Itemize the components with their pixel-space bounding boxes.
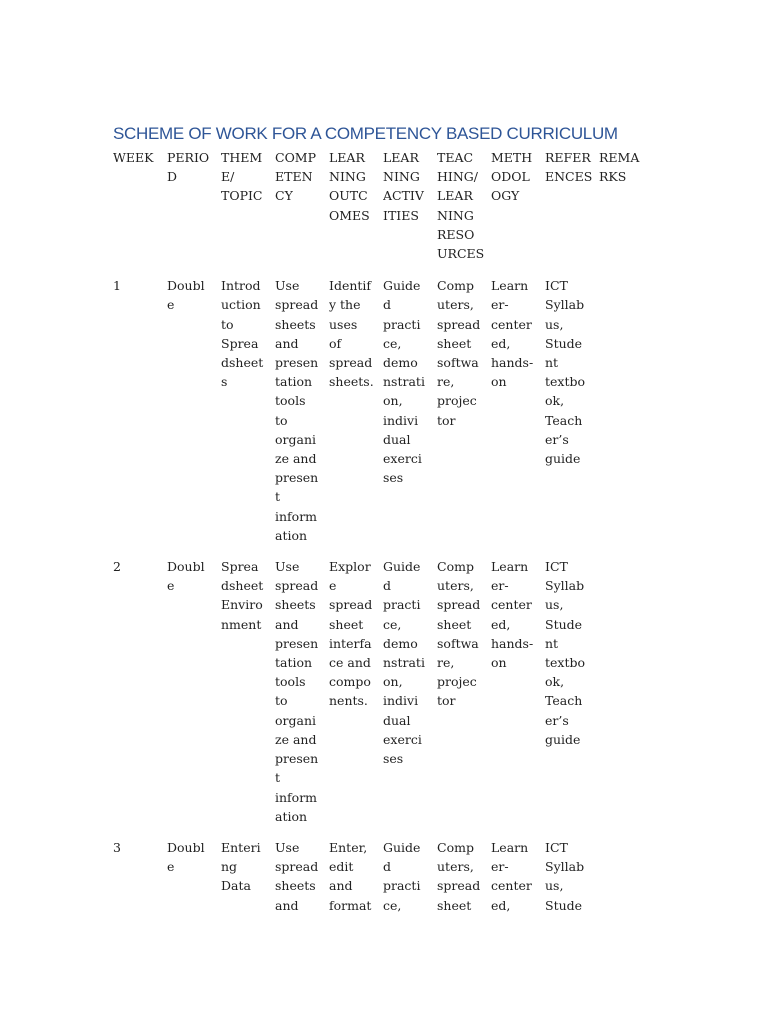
cell-theme-topic: Sprea dsheet Enviro nment [221, 559, 264, 632]
table-row [113, 838, 653, 927]
cell-learning-outcomes: Explor e spread sheet interfa ce and compo nents. [329, 559, 373, 709]
cell-week: 3 [113, 839, 121, 855]
cell-methodology: Learn er- center ed, hands- on [491, 559, 534, 671]
document-title: SCHEME OF WORK FOR A COMPETENCY BASED CURRICULUM [113, 124, 618, 143]
cell-references: ICT Syllab us, Stude nt textbo ok, Teach er’s guide [545, 559, 586, 747]
cell-learning-outcomes: Identif y the uses of spread sheets. [329, 278, 374, 390]
header-cell-period: PERIO D [167, 150, 210, 185]
cell-remarks [599, 557, 653, 838]
cell-methodology: Learn er- center ed, [491, 839, 532, 913]
header-cell-competency: COMP ETEN CY [275, 150, 317, 204]
cell-learning-activities: Guide d practi ce, [383, 839, 421, 913]
cell-learning-outcomes: Enter, edit and format [329, 839, 372, 913]
header-cell-learning-outcomes: LEAR NING OUTC OMES [329, 150, 370, 223]
cell-week: 1 [113, 278, 121, 294]
table-body [113, 148, 653, 927]
cell-references: ICT Syllab us, Stude nt textbo ok, Teach er’s guide [545, 278, 586, 467]
cell-competency: Use spread sheets and presen tation tools to organi ze and presen t inform ation [275, 559, 319, 824]
cell-resources: Comp uters, spread sheet softwa re, projec tor [437, 278, 481, 428]
cell-theme-topic: Enteri ng Data [221, 839, 261, 894]
cell-resources: Comp uters, spread sheet [437, 839, 481, 913]
cell-learning-activities: Guide d practi ce, demo nstrati on, indivi dual exerci ses [383, 278, 425, 486]
header-cell-references: REFER ENCES [545, 150, 593, 185]
cell-week: 2 [113, 559, 121, 575]
scheme-of-work-table [113, 148, 653, 927]
header-cell-remarks: REMA RKS [599, 150, 640, 185]
cell-period: Doubl e [167, 839, 205, 875]
cell-competency: Use spread sheets and [275, 839, 319, 913]
table-row [113, 276, 653, 557]
table-row [113, 557, 653, 838]
table-header-row [113, 148, 653, 276]
header-cell-methodology: METH ODOL OGY [491, 150, 533, 204]
cell-theme-topic: Introd uction to Sprea dsheet s [221, 278, 264, 390]
cell-references: ICT Syllab us, Stude [545, 839, 585, 913]
header-cell-teaching-learning-resources: TEAC HING/ LEAR NING RESO URCES [437, 150, 485, 262]
header-cell-learning-activities: LEAR NING ACTIV ITIES [383, 150, 424, 223]
header-cell-week: WEEK [113, 150, 154, 165]
header-cell-theme-topic: THEM E/ TOPIC [221, 150, 263, 204]
cell-period: Doubl e [167, 559, 205, 594]
cell-resources: Comp uters, spread sheet softwa re, projec tor [437, 559, 481, 709]
cell-learning-activities: Guide d practi ce, demo nstrati on, indivi dual exerci ses [383, 559, 425, 767]
cell-methodology: Learn er- center ed, hands- on [491, 278, 534, 390]
cell-remarks [599, 838, 653, 927]
cell-remarks [599, 276, 653, 557]
cell-competency: Use spread sheets and presen tation tools to organi ze and presen t inform ation [275, 278, 319, 543]
cell-period: Doubl e [167, 278, 205, 313]
